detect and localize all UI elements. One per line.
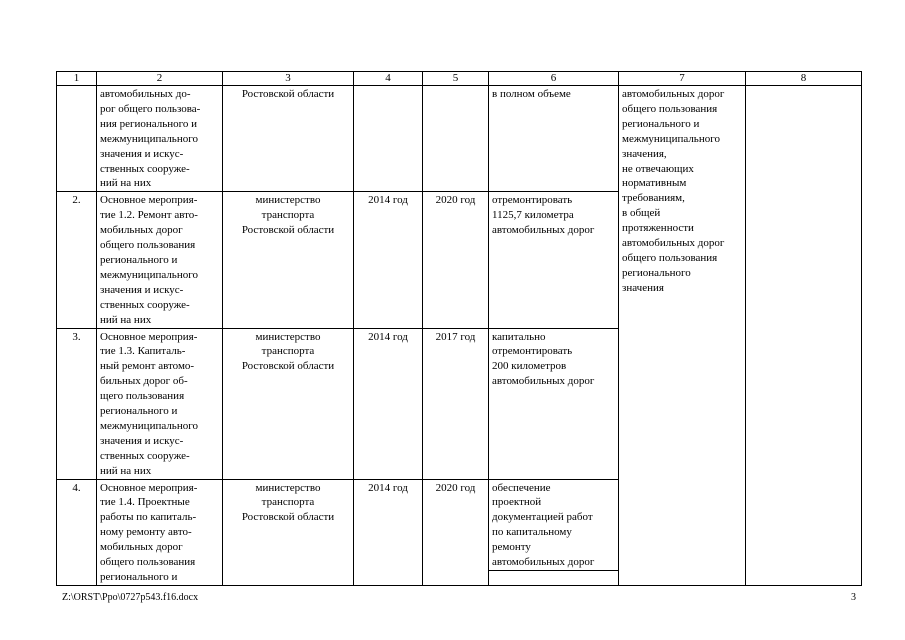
start-year-cell <box>354 86 423 192</box>
header-cell-8: 8 <box>746 72 862 86</box>
program-table <box>56 71 862 586</box>
result-cell: капитально отремонтировать 200 километров автомобильных дорог <box>489 328 619 479</box>
end-year-cell <box>423 86 489 192</box>
row-number-cell <box>57 86 97 192</box>
event-name-cell: Основное мероприя- тие 1.3. Капиталь- ный ремонт автомо- бильных дорог об- щего пользования регионального и межмуниципального значения и искус- ственных сооруже- ний на них <box>97 328 223 479</box>
result-cell: обеспечение проектной документацией работ по капитальному ремонту автомобильных дорог <box>489 479 619 570</box>
result-cell: отремонтировать 1125,7 километра автомобильных дорог <box>489 192 619 328</box>
consequence-cell: автомобильных дорог общего пользования регионального и межмуниципального значения, не отвечающих нормативным требованиям, в общей протяженности автомобильных дорог общего пользования регионального значения <box>619 86 746 586</box>
start-year-cell: 2014 год <box>354 192 423 328</box>
end-year-cell: 2020 год <box>423 192 489 328</box>
start-year-cell: 2014 год <box>354 479 423 585</box>
row-number-cell: 2. <box>57 192 97 328</box>
executor-cell: министерство транспорта Ростовской области <box>223 192 354 328</box>
result-cell-empty <box>489 571 619 586</box>
executor-cell: министерство транспорта Ростовской области <box>223 328 354 479</box>
event-name-cell: автомобильных до- рог общего пользова- ния регионального и межмуниципального значения и искус- ственных сооруже- ний на них <box>97 86 223 192</box>
event-name-cell: Основное мероприя- тие 1.4. Проектные работы по капиталь- ному ремонту авто- мобильных дорог общего пользования регионального и <box>97 479 223 585</box>
header-cell-1: 1 <box>57 72 97 86</box>
page-number: 3 <box>851 592 856 603</box>
end-year-cell: 2020 год <box>423 479 489 585</box>
row-number-cell: 4. <box>57 479 97 585</box>
header-cell-7: 7 <box>619 72 746 86</box>
executor-cell: министерство транспорта Ростовской области <box>223 479 354 585</box>
document-path: Z:\ORST\Ppo\0727p543.f16.docx <box>62 592 199 603</box>
event-name-cell: Основное мероприя- тие 1.2. Ремонт авто- мобильных дорог общего пользования регионального и межмуниципального значения и искус- ственных сооруже- ний на них <box>97 192 223 328</box>
header-row <box>57 72 862 86</box>
table-row <box>57 86 862 192</box>
executor-cell: Ростовской области <box>223 86 354 192</box>
link-cell <box>746 86 862 586</box>
result-cell: в полном объеме <box>489 86 619 192</box>
row-number-cell: 3. <box>57 328 97 479</box>
start-year-cell: 2014 год <box>354 328 423 479</box>
header-cell-2: 2 <box>97 72 223 86</box>
end-year-cell: 2017 год <box>423 328 489 479</box>
header-cell-5: 5 <box>423 72 489 86</box>
header-cell-6: 6 <box>489 72 619 86</box>
header-cell-4: 4 <box>354 72 423 86</box>
header-cell-3: 3 <box>223 72 354 86</box>
